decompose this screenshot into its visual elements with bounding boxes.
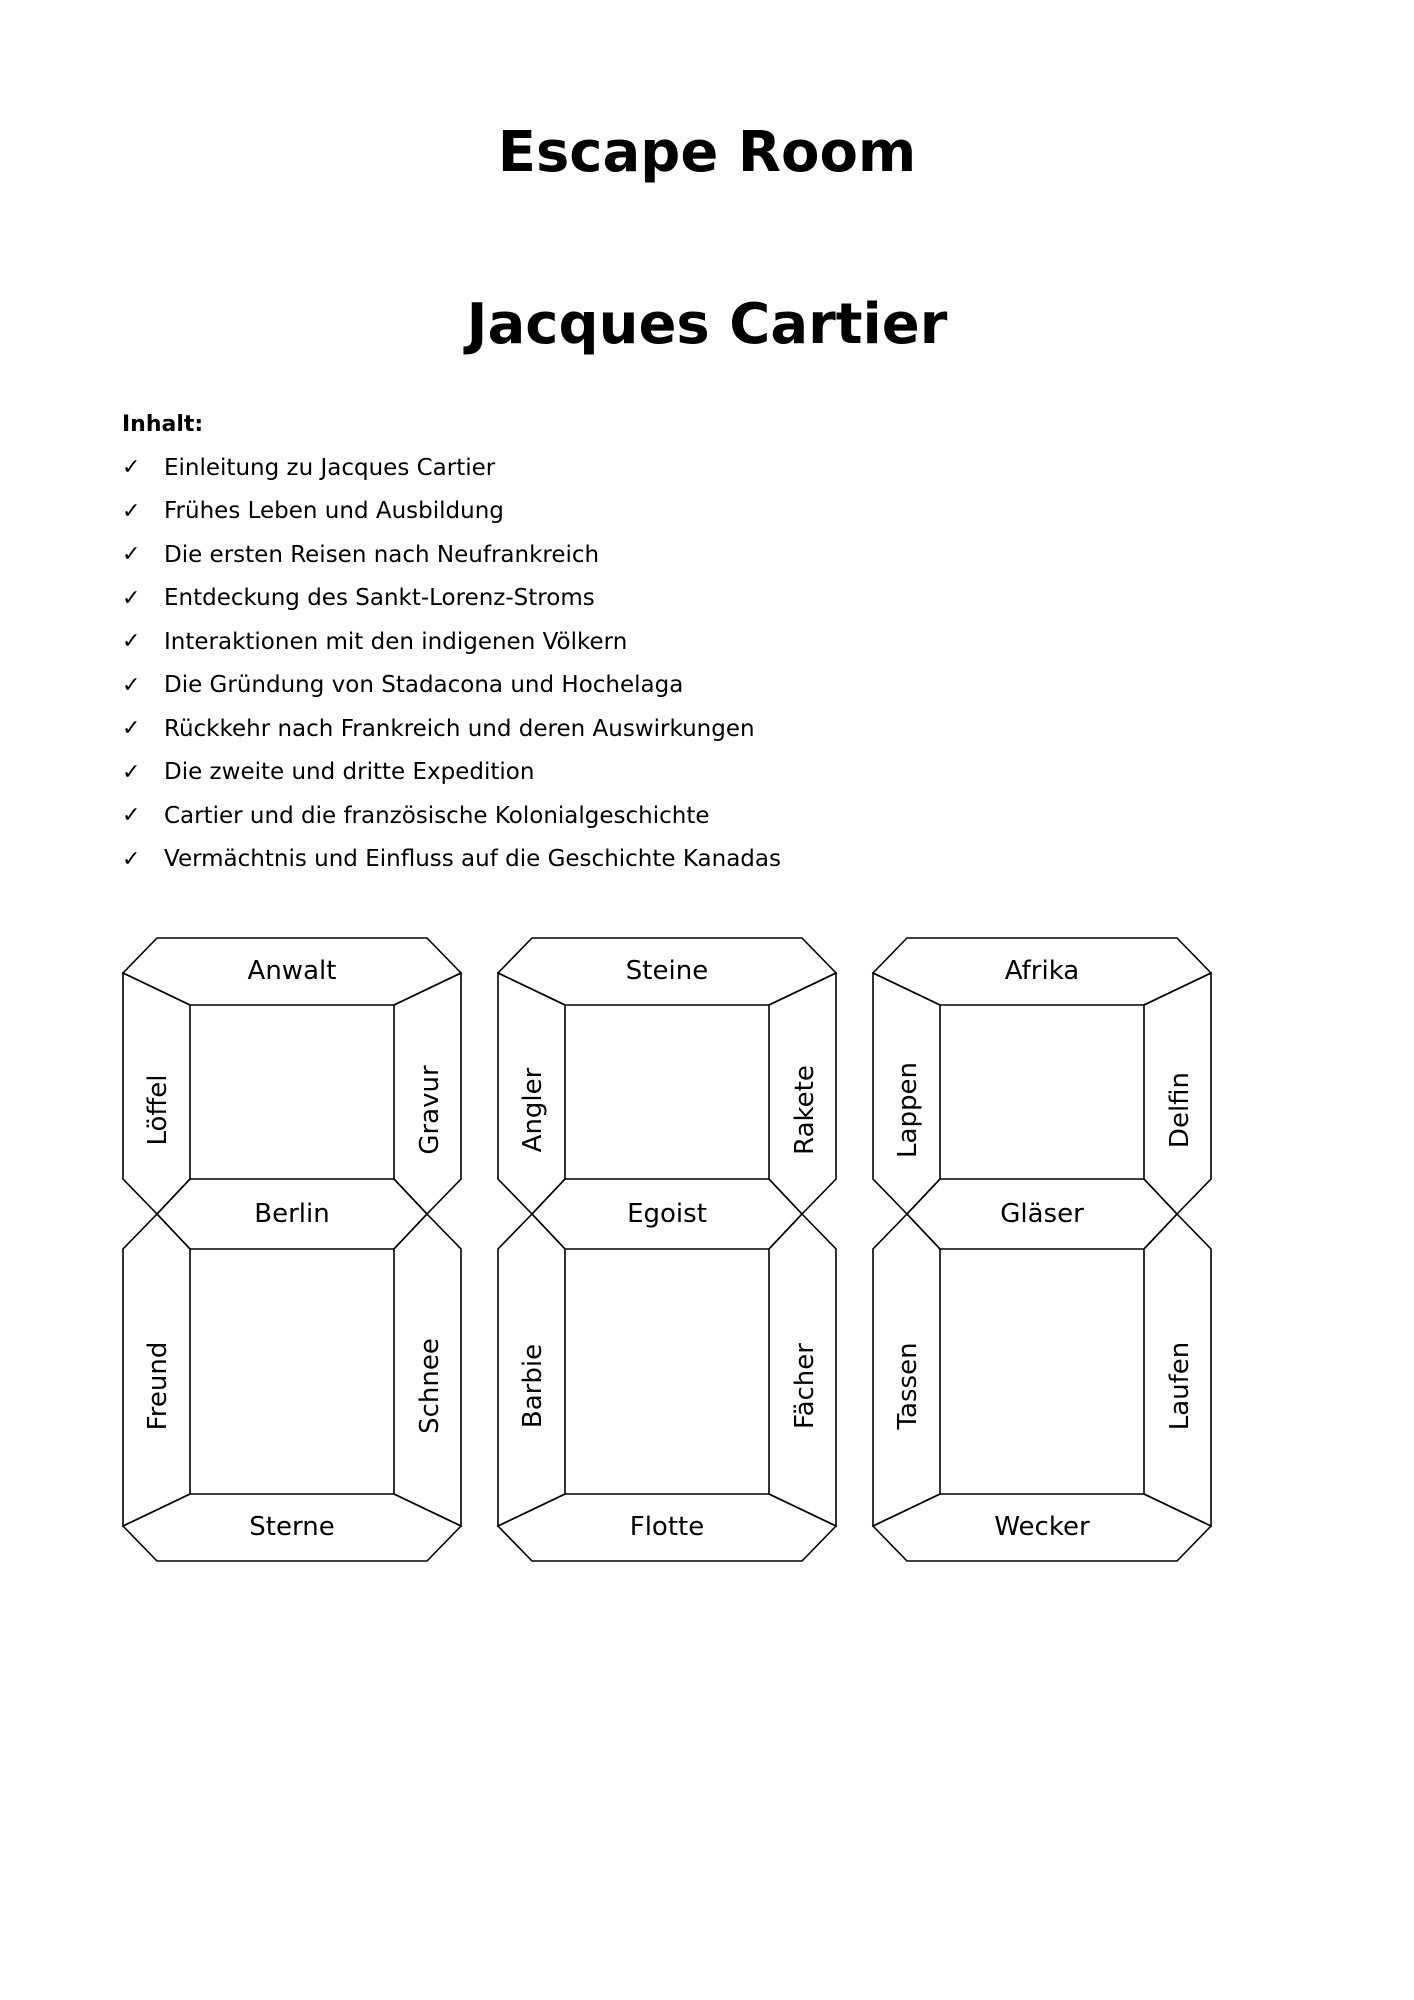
check-icon: ✓	[122, 672, 141, 698]
segment-digit	[873, 938, 1211, 1561]
list-item-text: Vermächtnis und Einfluss auf die Geschichte Kanadas	[164, 846, 781, 873]
list-item-text: Rückkehr nach Frankreich und deren Auswirkungen	[164, 715, 755, 742]
check-icon: ✓	[122, 716, 141, 742]
list-item-text: Frühes Leben und Ausbildung	[164, 498, 504, 525]
segment-label-top: Afrika	[1004, 956, 1080, 986]
segment-digit	[123, 938, 461, 1561]
list-item-text: Die Gründung von Stadacona und Hochelaga	[164, 672, 684, 699]
segment-label-bottom: Wecker	[994, 1512, 1090, 1542]
segment-label-bottom: Flotte	[629, 1512, 705, 1542]
page-title: Escape Room	[497, 120, 917, 185]
check-icon: ✓	[122, 759, 141, 785]
segment-label-middle: Egoist	[627, 1199, 707, 1229]
segment-label-top: Anwalt	[247, 956, 337, 986]
segment-label-upper-left: Löffel	[143, 1074, 173, 1146]
check-icon: ✓	[122, 846, 141, 872]
check-icon: ✓	[122, 455, 141, 481]
segment-label-upper-right: Gravur	[415, 1065, 445, 1155]
list-item-text: Cartier und die französische Kolonialgeschichte	[164, 802, 710, 829]
list-item-text: Die zweite und dritte Expedition	[164, 759, 535, 786]
check-icon: ✓	[122, 803, 141, 829]
segment-label-lower-left: Tassen	[893, 1342, 923, 1430]
segment-label-top: Steine	[625, 956, 709, 986]
segment-digit	[498, 938, 836, 1561]
segment-label-upper-left: Lappen	[893, 1062, 923, 1158]
segment-label-upper-right: Rakete	[790, 1065, 820, 1155]
segment-label-middle: Berlin	[254, 1199, 330, 1229]
list-item-text: Interaktionen mit den indigenen Völkern	[164, 628, 628, 655]
segment-label-lower-right: Fächer	[790, 1343, 820, 1429]
check-icon: ✓	[122, 629, 141, 655]
list-item-text: Entdeckung des Sankt-Lorenz-Stroms	[164, 585, 595, 612]
segment-label-lower-left: Freund	[143, 1341, 173, 1431]
check-icon: ✓	[122, 498, 141, 524]
segment-label-upper-right: Delfin	[1165, 1071, 1195, 1149]
segment-label-lower-right: Laufen	[1165, 1341, 1195, 1431]
page-subtitle: Jacques Cartier	[466, 292, 948, 357]
segment-label-lower-left: Barbie	[518, 1343, 548, 1429]
list-item-text: Die ersten Reisen nach Neufrankreich	[164, 541, 600, 568]
segment-label-lower-right: Schnee	[415, 1338, 445, 1434]
list-item-text: Einleitung zu Jacques Cartier	[164, 454, 496, 481]
segment-label-middle: Gläser	[1000, 1199, 1084, 1229]
contents-label: Inhalt:	[122, 412, 204, 437]
check-icon: ✓	[122, 542, 141, 568]
segment-label-bottom: Sterne	[249, 1512, 335, 1542]
check-icon: ✓	[122, 585, 141, 611]
segment-label-upper-left: Angler	[518, 1067, 548, 1153]
